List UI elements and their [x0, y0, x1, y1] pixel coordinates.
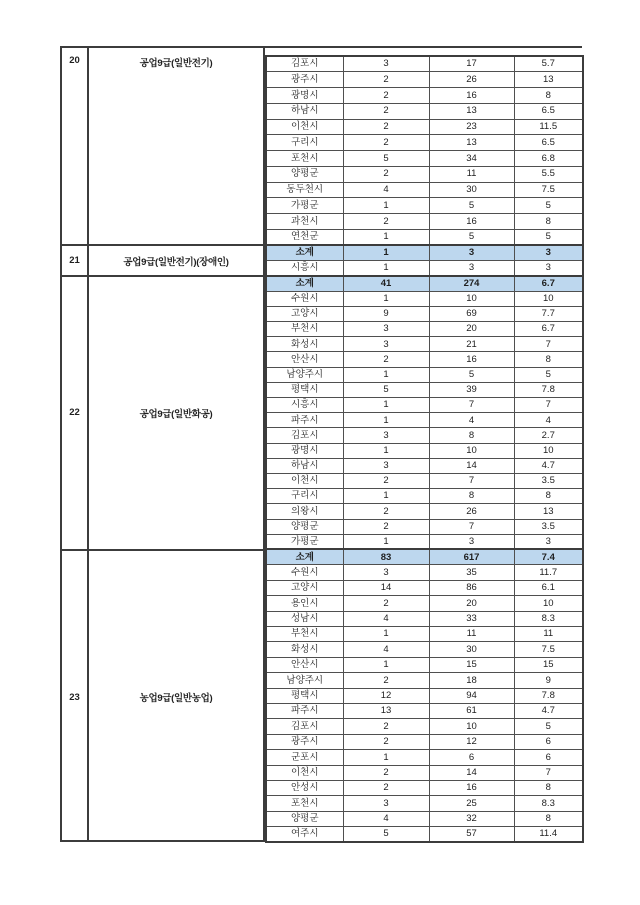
- value-cell: 11: [514, 626, 583, 641]
- section-category: 공업9급(일반전기): [139, 58, 213, 69]
- value-cell: 5.7: [514, 56, 583, 72]
- value-cell: 10: [429, 291, 514, 306]
- table-row: [266, 306, 583, 321]
- value-cell: 4: [343, 182, 429, 198]
- value-cell: 2: [343, 352, 429, 367]
- value-cell: 6.7: [514, 276, 583, 291]
- value-cell: 9: [514, 673, 583, 688]
- value-cell: 33: [429, 611, 514, 626]
- value-cell: 2: [343, 673, 429, 688]
- section-category: 농업9급(일반농업): [139, 693, 213, 705]
- value-cell: 21: [429, 337, 514, 352]
- value-cell: 5: [514, 198, 583, 214]
- value-cell: 11: [429, 166, 514, 182]
- value-cell: 83: [343, 549, 429, 564]
- value-cell: 2: [343, 504, 429, 519]
- value-cell: 7.4: [514, 549, 583, 564]
- value-cell: 34: [429, 151, 514, 167]
- value-cell: 15: [429, 657, 514, 672]
- table-row: [266, 688, 583, 703]
- district-cell: 성남시: [266, 611, 343, 626]
- value-cell: 7.8: [514, 382, 583, 397]
- value-cell: 1: [343, 489, 429, 504]
- value-cell: 617: [429, 549, 514, 564]
- district-cell: 파주시: [266, 413, 343, 428]
- district-cell: 수원시: [266, 565, 343, 580]
- table-row: [266, 182, 583, 198]
- value-cell: 1: [343, 245, 429, 261]
- value-cell: 25: [429, 796, 514, 811]
- value-cell: 2: [343, 88, 429, 104]
- district-cell: 남양주시: [266, 367, 343, 382]
- value-cell: 12: [429, 734, 514, 749]
- table-row: [266, 198, 583, 214]
- value-cell: 3: [343, 565, 429, 580]
- district-cell: 광주시: [266, 734, 343, 749]
- value-cell: 3.5: [514, 473, 583, 488]
- table-row: [266, 458, 583, 473]
- value-cell: 8: [514, 489, 583, 504]
- district-cell: 용인시: [266, 596, 343, 611]
- value-cell: 4: [343, 642, 429, 657]
- value-cell: 14: [343, 580, 429, 595]
- value-cell: 8: [514, 811, 583, 826]
- subtotal-row: [266, 549, 583, 564]
- value-cell: 12: [343, 688, 429, 703]
- district-cell: 화성시: [266, 337, 343, 352]
- value-cell: 10: [429, 719, 514, 734]
- value-cell: 1: [343, 198, 429, 214]
- table-row: [266, 382, 583, 397]
- value-cell: 3: [514, 245, 583, 261]
- value-cell: 7: [429, 519, 514, 534]
- section-cell: [62, 277, 263, 551]
- district-cell: 소계: [266, 276, 343, 291]
- value-cell: 5: [514, 367, 583, 382]
- value-cell: 10: [514, 596, 583, 611]
- table-row: [266, 750, 583, 765]
- table-row: [266, 166, 583, 182]
- district-cell: 양평군: [266, 811, 343, 826]
- table-row: [266, 657, 583, 672]
- district-cell: 이천시: [266, 765, 343, 780]
- value-cell: 5: [514, 719, 583, 734]
- value-cell: 3: [343, 56, 429, 72]
- district-cell: 부천시: [266, 626, 343, 641]
- value-cell: 5: [429, 367, 514, 382]
- district-cell: 고양시: [266, 580, 343, 595]
- value-cell: 3: [343, 322, 429, 337]
- table-row: [266, 611, 583, 626]
- district-cell: 포천시: [266, 151, 343, 167]
- section-cell: [62, 551, 263, 842]
- table-row: [266, 534, 583, 549]
- value-cell: 6: [514, 750, 583, 765]
- district-cell: 남양주시: [266, 673, 343, 688]
- value-cell: 3: [514, 534, 583, 549]
- value-cell: 1: [343, 367, 429, 382]
- value-cell: 30: [429, 642, 514, 657]
- value-cell: 94: [429, 688, 514, 703]
- value-cell: 5: [343, 827, 429, 842]
- value-cell: 2: [343, 166, 429, 182]
- value-cell: 3: [343, 458, 429, 473]
- district-cell: 과천시: [266, 214, 343, 230]
- section-number: 21: [62, 246, 89, 275]
- value-cell: 26: [429, 504, 514, 519]
- district-cell: 시흥시: [266, 398, 343, 413]
- table-row: [266, 473, 583, 488]
- table-row: [266, 72, 583, 88]
- table-row: [266, 229, 583, 245]
- value-cell: 5: [429, 229, 514, 245]
- table-row: [266, 626, 583, 641]
- district-cell: 시흥시: [266, 261, 343, 277]
- value-cell: 7: [514, 765, 583, 780]
- value-cell: 17: [429, 56, 514, 72]
- value-cell: 8: [514, 88, 583, 104]
- district-cell: 소계: [266, 245, 343, 261]
- value-cell: 39: [429, 382, 514, 397]
- value-cell: 2: [343, 780, 429, 795]
- value-cell: 1: [343, 229, 429, 245]
- value-cell: 20: [429, 596, 514, 611]
- district-cell: 포천시: [266, 796, 343, 811]
- district-cell: 의왕시: [266, 504, 343, 519]
- value-cell: 2: [343, 719, 429, 734]
- district-cell: 평택시: [266, 382, 343, 397]
- district-cell: 구리시: [266, 489, 343, 504]
- value-cell: 6.5: [514, 135, 583, 151]
- value-cell: 6: [429, 750, 514, 765]
- table-row: [266, 428, 583, 443]
- district-cell: 연천군: [266, 229, 343, 245]
- value-cell: 2: [343, 214, 429, 230]
- value-cell: 1: [343, 750, 429, 765]
- section-cell: [62, 48, 263, 246]
- value-cell: 5: [514, 229, 583, 245]
- value-cell: 11.4: [514, 827, 583, 842]
- value-cell: 6: [514, 734, 583, 749]
- table-row: [266, 56, 583, 72]
- value-cell: 8: [429, 428, 514, 443]
- value-cell: 35: [429, 565, 514, 580]
- table-row: [266, 596, 583, 611]
- value-cell: 2.7: [514, 428, 583, 443]
- section-category: 공업9급(일반전기)(장애인): [123, 256, 229, 268]
- value-cell: 5: [343, 382, 429, 397]
- value-cell: 7.5: [514, 642, 583, 657]
- table-row: [266, 322, 583, 337]
- value-cell: 2: [343, 473, 429, 488]
- district-cell: 양평군: [266, 166, 343, 182]
- table-row: [266, 119, 583, 135]
- value-cell: 10: [429, 443, 514, 458]
- value-cell: 1: [343, 657, 429, 672]
- value-cell: 2: [343, 119, 429, 135]
- section-number: 23: [62, 551, 89, 842]
- value-cell: 16: [429, 214, 514, 230]
- value-cell: 61: [429, 703, 514, 718]
- district-cell: 구리시: [266, 135, 343, 151]
- table-row: [266, 642, 583, 657]
- value-cell: 4.7: [514, 703, 583, 718]
- city-table: [265, 55, 584, 843]
- value-cell: 1: [343, 626, 429, 641]
- table-row: [266, 580, 583, 595]
- section-column: [60, 46, 265, 842]
- table-row: [266, 811, 583, 826]
- table-row: [266, 88, 583, 104]
- district-cell: 광명시: [266, 443, 343, 458]
- district-cell: 평택시: [266, 688, 343, 703]
- value-cell: 57: [429, 827, 514, 842]
- value-cell: 4: [429, 413, 514, 428]
- value-cell: 8.3: [514, 796, 583, 811]
- value-cell: 30: [429, 182, 514, 198]
- table-row: [266, 673, 583, 688]
- value-cell: 4: [343, 811, 429, 826]
- value-cell: 13: [514, 72, 583, 88]
- section-category: 공업9급(일반화공): [139, 408, 213, 420]
- table-row: [266, 796, 583, 811]
- value-cell: 3: [343, 428, 429, 443]
- value-cell: 9: [343, 306, 429, 321]
- value-cell: 3: [429, 245, 514, 261]
- value-cell: 8: [514, 352, 583, 367]
- district-cell: 가평군: [266, 198, 343, 214]
- value-cell: 8: [429, 489, 514, 504]
- value-cell: 3: [514, 261, 583, 277]
- value-cell: 2: [343, 519, 429, 534]
- value-cell: 16: [429, 780, 514, 795]
- table-row: [266, 734, 583, 749]
- table-row: [266, 214, 583, 230]
- value-cell: 4.7: [514, 458, 583, 473]
- statistics-table: [60, 46, 582, 842]
- value-cell: 1: [343, 534, 429, 549]
- district-cell: 여주시: [266, 827, 343, 842]
- value-cell: 13: [429, 103, 514, 119]
- value-cell: 1: [343, 398, 429, 413]
- district-cell: 김포시: [266, 56, 343, 72]
- value-cell: 7: [429, 473, 514, 488]
- value-cell: 1: [343, 291, 429, 306]
- district-cell: 부천시: [266, 322, 343, 337]
- table-row: [266, 443, 583, 458]
- value-cell: 2: [343, 135, 429, 151]
- value-cell: 7: [514, 398, 583, 413]
- district-cell: 가평군: [266, 534, 343, 549]
- district-cell: 파주시: [266, 703, 343, 718]
- table-row: [266, 519, 583, 534]
- table-row: [266, 489, 583, 504]
- value-cell: 26: [429, 72, 514, 88]
- value-cell: 11.7: [514, 565, 583, 580]
- district-cell: 이천시: [266, 473, 343, 488]
- value-cell: 5.5: [514, 166, 583, 182]
- value-cell: 8: [514, 780, 583, 795]
- value-cell: 2: [343, 734, 429, 749]
- value-cell: 8: [514, 214, 583, 230]
- section-number: 20: [62, 48, 89, 244]
- table-row: [266, 367, 583, 382]
- value-cell: 1: [343, 413, 429, 428]
- section-cell: [62, 246, 263, 277]
- value-cell: 274: [429, 276, 514, 291]
- value-cell: 11: [429, 626, 514, 641]
- table-row: [266, 103, 583, 119]
- value-cell: 16: [429, 88, 514, 104]
- district-cell: 수원시: [266, 291, 343, 306]
- district-cell: 동두천시: [266, 182, 343, 198]
- district-cell: 군포시: [266, 750, 343, 765]
- value-cell: 3: [429, 534, 514, 549]
- value-cell: 10: [514, 443, 583, 458]
- district-cell: 하남시: [266, 103, 343, 119]
- value-cell: 41: [343, 276, 429, 291]
- district-cell: 광명시: [266, 88, 343, 104]
- district-cell: 소계: [266, 549, 343, 564]
- value-cell: 6.1: [514, 580, 583, 595]
- value-cell: 2: [343, 103, 429, 119]
- value-cell: 7: [514, 337, 583, 352]
- table-row: [266, 337, 583, 352]
- table-row: [266, 291, 583, 306]
- table-row: [266, 765, 583, 780]
- value-cell: 14: [429, 458, 514, 473]
- value-cell: 14: [429, 765, 514, 780]
- table-row: [266, 719, 583, 734]
- table-row: [266, 398, 583, 413]
- value-cell: 3.5: [514, 519, 583, 534]
- table-row: [266, 703, 583, 718]
- value-cell: 20: [429, 322, 514, 337]
- district-cell: 화성시: [266, 642, 343, 657]
- value-cell: 13: [343, 703, 429, 718]
- value-cell: 18: [429, 673, 514, 688]
- value-cell: 2: [343, 596, 429, 611]
- value-cell: 8.3: [514, 611, 583, 626]
- district-cell: 안산시: [266, 352, 343, 367]
- value-cell: 7.8: [514, 688, 583, 703]
- subtotal-row: [266, 245, 583, 261]
- table-row: [266, 135, 583, 151]
- district-cell: 양평군: [266, 519, 343, 534]
- value-cell: 3: [343, 796, 429, 811]
- district-cell: 안성시: [266, 780, 343, 795]
- value-cell: 7.7: [514, 306, 583, 321]
- district-cell: 김포시: [266, 428, 343, 443]
- value-cell: 32: [429, 811, 514, 826]
- district-cell: 이천시: [266, 119, 343, 135]
- value-cell: 2: [343, 765, 429, 780]
- table-row: [266, 261, 583, 277]
- value-cell: 86: [429, 580, 514, 595]
- value-cell: 5: [343, 151, 429, 167]
- table-row: [266, 504, 583, 519]
- value-cell: 15: [514, 657, 583, 672]
- value-cell: 7: [429, 398, 514, 413]
- district-cell: 광주시: [266, 72, 343, 88]
- value-cell: 16: [429, 352, 514, 367]
- value-cell: 4: [514, 413, 583, 428]
- district-cell: 고양시: [266, 306, 343, 321]
- value-cell: 13: [514, 504, 583, 519]
- table-row: [266, 413, 583, 428]
- value-cell: 4: [343, 611, 429, 626]
- value-cell: 3: [429, 261, 514, 277]
- value-cell: 13: [429, 135, 514, 151]
- district-cell: 하남시: [266, 458, 343, 473]
- value-cell: 7.5: [514, 182, 583, 198]
- value-cell: 3: [343, 337, 429, 352]
- district-cell: 김포시: [266, 719, 343, 734]
- subtotal-row: [266, 276, 583, 291]
- table-row: [266, 827, 583, 842]
- table-row: [266, 565, 583, 580]
- value-cell: 6.7: [514, 322, 583, 337]
- value-cell: 6.5: [514, 103, 583, 119]
- table-row: [266, 780, 583, 795]
- district-cell: 안산시: [266, 657, 343, 672]
- value-cell: 2: [343, 72, 429, 88]
- value-cell: 5: [429, 198, 514, 214]
- value-cell: 11.5: [514, 119, 583, 135]
- section-number: 22: [62, 277, 89, 549]
- value-cell: 1: [343, 443, 429, 458]
- table-row: [266, 352, 583, 367]
- table-row: [266, 151, 583, 167]
- value-cell: 69: [429, 306, 514, 321]
- value-cell: 10: [514, 291, 583, 306]
- value-cell: 1: [343, 261, 429, 277]
- value-cell: 6.8: [514, 151, 583, 167]
- value-cell: 23: [429, 119, 514, 135]
